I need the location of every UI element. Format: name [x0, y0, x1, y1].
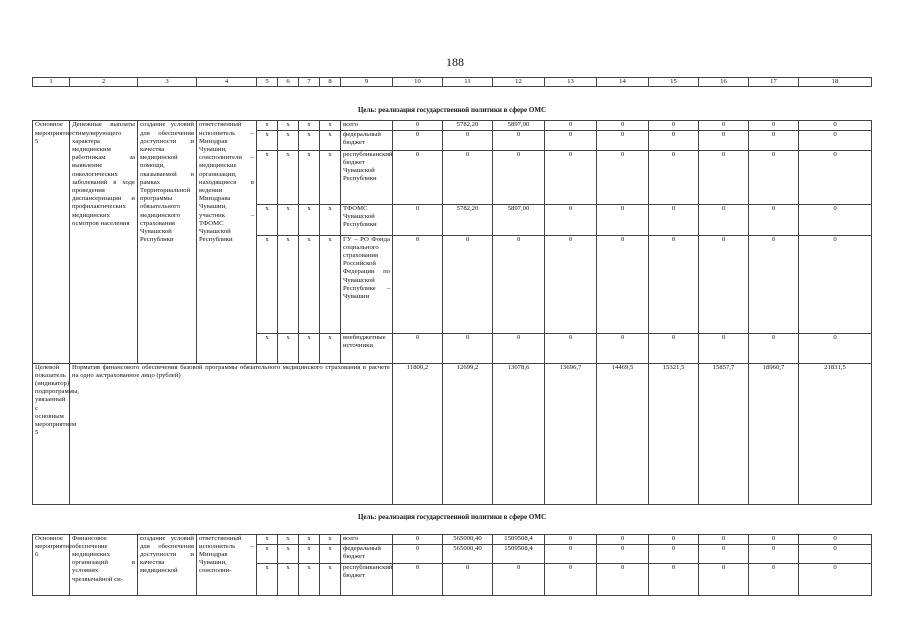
- value-cell: 0: [393, 121, 443, 130]
- column-number-6: 6: [278, 78, 299, 87]
- indicator-value: 18960,7: [749, 363, 799, 504]
- value-cell: 0: [749, 121, 799, 130]
- indicator-value: 13078,6: [493, 363, 545, 504]
- value-cell: 0: [393, 204, 443, 235]
- value-cell: 0: [597, 544, 649, 563]
- value-cell: 0: [545, 534, 597, 544]
- value-cell: 0: [393, 150, 443, 204]
- column-number-5: 5: [257, 78, 278, 87]
- value-cell: 0: [597, 121, 649, 130]
- value-cell: 0: [597, 130, 649, 150]
- value-cell: 0: [649, 150, 699, 204]
- marker-cell: x: [278, 121, 299, 130]
- value-cell: 0: [799, 130, 872, 150]
- value-cell: 0: [649, 121, 699, 130]
- goal-row-2: [33, 504, 872, 534]
- column-number-7: 7: [299, 78, 320, 87]
- column-number-1: 1: [33, 78, 70, 87]
- measure-description: Финансовое обеспечение медицинских организаций в условиях чрезвычайной си-: [70, 534, 138, 595]
- goal-title: Цель: реализация государственной политики в сфере ОМС: [33, 87, 872, 121]
- value-cell: 0: [699, 150, 749, 204]
- marker-cell: x: [299, 544, 320, 563]
- funding-source: федеральный бюджет: [341, 130, 393, 150]
- marker-cell: x: [320, 235, 341, 333]
- value-cell: 0: [799, 235, 872, 333]
- measure-5-block: [33, 121, 872, 363]
- marker-cell: x: [257, 150, 278, 204]
- column-number-3: 3: [138, 78, 197, 87]
- measure-description: Денежные выплаты стимулирующего характера медицинским работникам за выявление онкологических заболеваний в ходе проведения диспансеризации и профилактических медицинских осмотров населения: [70, 121, 138, 363]
- value-cell: 0: [597, 150, 649, 204]
- value-cell: 1509508,4: [493, 544, 545, 563]
- value-cell: 0: [699, 121, 749, 130]
- value-cell: 565000,40: [443, 544, 493, 563]
- funding-source: всего: [341, 121, 393, 130]
- marker-cell: x: [257, 563, 278, 595]
- value-cell: 0: [749, 333, 799, 363]
- indicator-value: 15321,5: [649, 363, 699, 504]
- marker-cell: x: [320, 204, 341, 235]
- value-cell: 0: [699, 204, 749, 235]
- value-cell: 0: [597, 563, 649, 595]
- page-number: 188: [446, 55, 464, 69]
- column-number-16: 16: [699, 78, 749, 87]
- value-cell: 0: [799, 563, 872, 595]
- marker-cell: x: [320, 333, 341, 363]
- value-cell: 0: [749, 544, 799, 563]
- value-cell: 0: [443, 333, 493, 363]
- value-cell: 0: [493, 150, 545, 204]
- column-number-9: 9: [341, 78, 393, 87]
- value-cell: 0: [649, 204, 699, 235]
- value-cell: 0: [597, 333, 649, 363]
- marker-cell: x: [257, 544, 278, 563]
- measure-executors: ответственный исполнитель – Минздрав Чувашии, соисполнители – медицинские организации, находящиеся в ведении Минздрава Чувашии, участник – ТФОМС Чувашской Республики: [197, 121, 257, 363]
- value-cell: 5782,20: [443, 204, 493, 235]
- value-cell: 0: [749, 235, 799, 333]
- value-cell: 0: [597, 534, 649, 544]
- value-cell: 0: [393, 235, 443, 333]
- value-cell: 0: [545, 150, 597, 204]
- column-number-11: 11: [443, 78, 493, 87]
- marker-cell: x: [299, 150, 320, 204]
- marker-cell: x: [257, 121, 278, 130]
- value-cell: 0: [545, 130, 597, 150]
- column-number-4: 4: [197, 78, 257, 87]
- column-number-14: 14: [597, 78, 649, 87]
- marker-cell: x: [299, 130, 320, 150]
- value-cell: 0: [443, 235, 493, 333]
- funding-source: ГУ – РО Фонда социального страхования Российской Федерации по Чувашской Республике – Чувашии: [341, 235, 393, 333]
- value-cell: 0: [649, 235, 699, 333]
- column-number-10: 10: [393, 78, 443, 87]
- value-cell: 0: [545, 544, 597, 563]
- marker-cell: x: [299, 235, 320, 333]
- marker-cell: x: [278, 534, 299, 544]
- value-cell: 0: [493, 130, 545, 150]
- marker-cell: x: [320, 121, 341, 130]
- value-cell: 0: [493, 563, 545, 595]
- marker-cell: x: [257, 235, 278, 333]
- value-cell: 0: [545, 204, 597, 235]
- value-cell: 0: [799, 204, 872, 235]
- value-cell: 5897,00: [493, 204, 545, 235]
- measure-result: создание условий для обеспечения доступности и качества медицинской помощи, оказываемой в рамках Территориальной программы обязательного медицинского страхования Чувашской Республики: [138, 121, 197, 363]
- measure-name: Основное мероприятие 6: [33, 534, 70, 595]
- goal-row: [33, 87, 872, 121]
- measure-name: Основное мероприятие 5: [33, 121, 70, 363]
- program-table: [32, 77, 872, 596]
- marker-cell: x: [257, 534, 278, 544]
- value-cell: 0: [749, 204, 799, 235]
- indicator-value: 11800,2: [393, 363, 443, 504]
- marker-cell: x: [299, 121, 320, 130]
- value-cell: 0: [393, 544, 443, 563]
- value-cell: 0: [393, 563, 443, 595]
- indicator-row: [33, 363, 872, 504]
- value-cell: 5782,20: [443, 121, 493, 130]
- value-cell: 0: [799, 534, 872, 544]
- indicator-label: Целевой показатель (индикатор) подпрограммы, увязанный с основным мероприятием 5: [33, 363, 70, 504]
- value-cell: 0: [597, 235, 649, 333]
- column-number-8: 8: [320, 78, 341, 87]
- marker-cell: x: [320, 534, 341, 544]
- value-cell: 0: [493, 235, 545, 333]
- measure-executors: ответственный исполнитель – Минздрав Чувашии, соисполни-: [197, 534, 257, 595]
- measure-result: создание условий для обеспечения доступности и качества медицинской: [138, 534, 197, 595]
- value-cell: 0: [749, 150, 799, 204]
- marker-cell: x: [299, 534, 320, 544]
- value-cell: 0: [545, 235, 597, 333]
- marker-cell: x: [299, 333, 320, 363]
- value-cell: 0: [393, 534, 443, 544]
- marker-cell: x: [320, 544, 341, 563]
- marker-cell: x: [320, 130, 341, 150]
- value-cell: 0: [443, 150, 493, 204]
- indicator-value: 14469,5: [597, 363, 649, 504]
- marker-cell: x: [320, 150, 341, 204]
- marker-cell: x: [278, 333, 299, 363]
- value-cell: 0: [493, 333, 545, 363]
- value-cell: 0: [699, 534, 749, 544]
- goal-title-2: Цель: реализация государственной политики в сфере ОМС: [33, 504, 872, 534]
- indicator-value: 13696,7: [545, 363, 597, 504]
- value-cell: 0: [443, 563, 493, 595]
- table-row: [33, 534, 872, 544]
- indicator-value: 21831,5: [799, 363, 872, 504]
- column-number-17: 17: [749, 78, 799, 87]
- value-cell: 0: [799, 333, 872, 363]
- value-cell: 0: [749, 534, 799, 544]
- value-cell: 0: [649, 544, 699, 563]
- value-cell: 0: [649, 333, 699, 363]
- table-row: [33, 121, 872, 130]
- indicator-value: 12699,2: [443, 363, 493, 504]
- marker-cell: x: [299, 563, 320, 595]
- indicator-text: Норматив финансового обеспечения базовой программы обязательного медицинского страхования в расчете на одно застрахованное лицо (рублей): [70, 363, 393, 504]
- column-number-2: 2: [70, 78, 138, 87]
- marker-cell: x: [299, 204, 320, 235]
- value-cell: 0: [649, 130, 699, 150]
- value-cell: 0: [699, 235, 749, 333]
- value-cell: 0: [749, 130, 799, 150]
- value-cell: 5897,00: [493, 121, 545, 130]
- value-cell: 1509508,4: [493, 534, 545, 544]
- marker-cell: x: [320, 563, 341, 595]
- funding-source: республиканский бюджет Чувашской Республики: [341, 150, 393, 204]
- value-cell: 0: [545, 333, 597, 363]
- column-number-15: 15: [649, 78, 699, 87]
- funding-source: республиканский бюджет: [341, 563, 393, 595]
- value-cell: 0: [699, 563, 749, 595]
- column-number-row: [33, 78, 872, 87]
- value-cell: 0: [649, 534, 699, 544]
- value-cell: 0: [597, 204, 649, 235]
- marker-cell: x: [278, 544, 299, 563]
- value-cell: 0: [749, 563, 799, 595]
- value-cell: 0: [699, 130, 749, 150]
- column-number-18: 18: [799, 78, 872, 87]
- column-number-12: 12: [493, 78, 545, 87]
- column-number-13: 13: [545, 78, 597, 87]
- value-cell: 0: [799, 544, 872, 563]
- marker-cell: x: [257, 333, 278, 363]
- value-cell: 0: [393, 130, 443, 150]
- value-cell: 0: [799, 121, 872, 130]
- funding-source: федеральный бюджет: [341, 544, 393, 563]
- value-cell: 0: [443, 130, 493, 150]
- marker-cell: x: [278, 150, 299, 204]
- measure-6-block: [33, 534, 872, 595]
- marker-cell: x: [278, 563, 299, 595]
- value-cell: 0: [649, 563, 699, 595]
- value-cell: 0: [699, 333, 749, 363]
- value-cell: 565000,40: [443, 534, 493, 544]
- value-cell: 0: [545, 563, 597, 595]
- marker-cell: x: [278, 130, 299, 150]
- marker-cell: x: [278, 204, 299, 235]
- value-cell: 0: [545, 121, 597, 130]
- value-cell: 0: [799, 150, 872, 204]
- funding-source: ТФОМС Чувашской Республики: [341, 204, 393, 235]
- marker-cell: x: [257, 204, 278, 235]
- marker-cell: x: [278, 235, 299, 333]
- marker-cell: x: [257, 130, 278, 150]
- funding-source: всего: [341, 534, 393, 544]
- value-cell: 0: [393, 333, 443, 363]
- value-cell: 0: [699, 544, 749, 563]
- indicator-value: 15857,7: [699, 363, 749, 504]
- funding-source: внебюджетные источники: [341, 333, 393, 363]
